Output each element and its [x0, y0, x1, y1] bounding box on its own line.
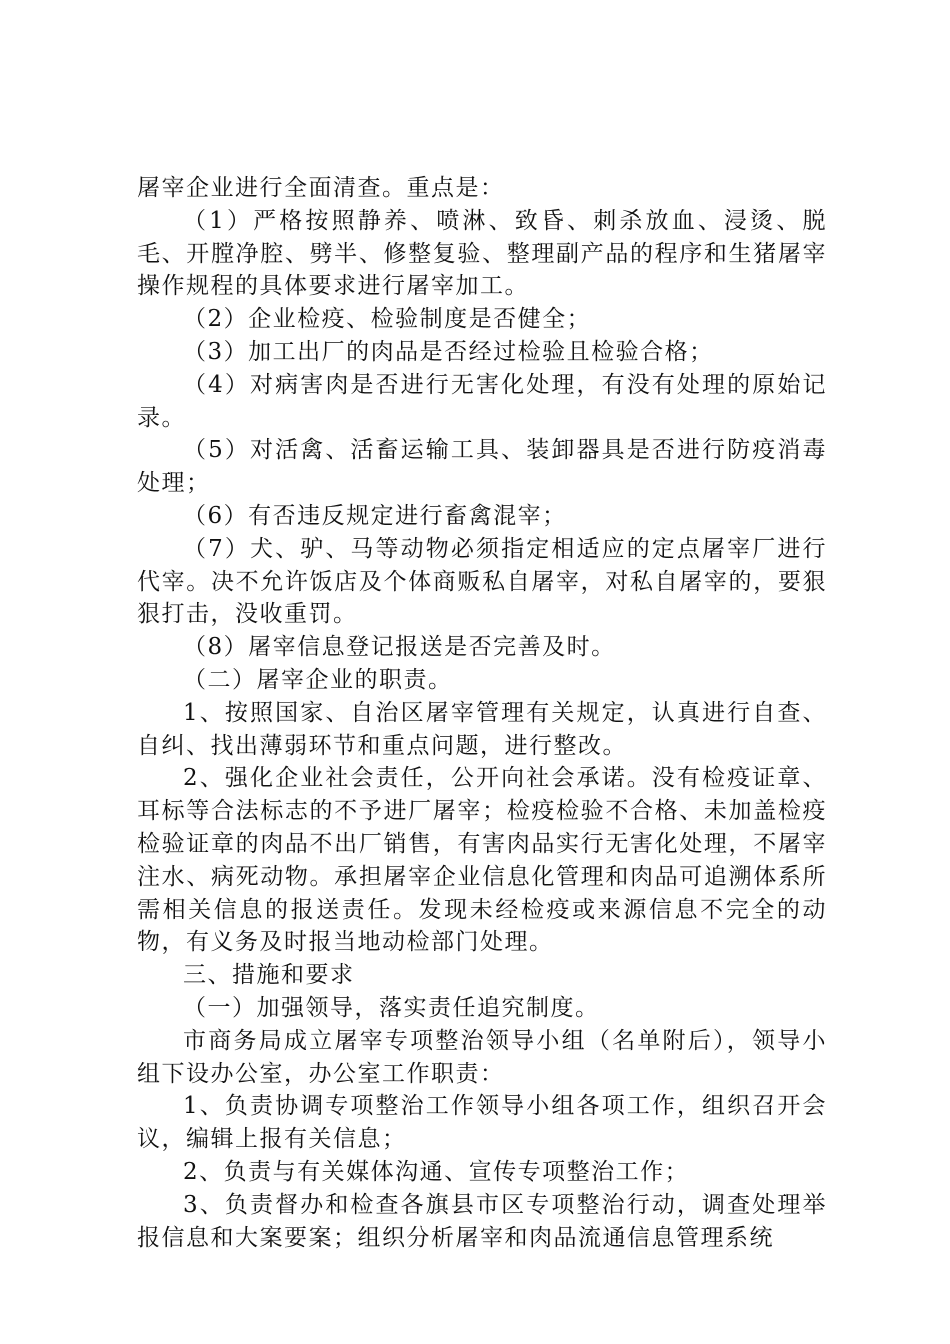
paragraph: （1）严格按照静养、喷淋、致昏、刺杀放血、浸烫、脱毛、开膛净腔、劈半、修整复验、整理副产品的程序和生猪屠宰操作规程的具体要求进行屠宰加工。	[137, 207, 827, 300]
paragraph: （3）加工出厂的肉品是否经过检验且检验合格；	[183, 338, 714, 365]
document-body	[137, 172, 827, 1254]
paragraph: （4）对病害肉是否进行无害化处理，有没有处理的原始记录。	[137, 371, 827, 431]
paragraph: 1、负责协调专项整治工作领导小组各项工作，组织召开会议，编辑上报有关信息；	[137, 1093, 827, 1153]
section-heading: 三、措施和要求	[183, 962, 355, 989]
paragraph: （6）有否违反规定进行畜禽混宰；	[183, 502, 567, 529]
paragraph: 市商务局成立屠宰专项整治领导小组（名单附后），领导小组下设办公室，办公室工作职责：	[137, 1027, 827, 1087]
paragraph: （5）对活禽、活畜运输工具、装卸器具是否进行防疫消毒处理；	[137, 437, 827, 497]
section-heading: （一）加强领导，落实责任追究制度。	[183, 994, 600, 1021]
paragraph: 3、负责督办和检查各旗县市区专项整治行动，调查处理举报信息和大案要案；组织分析屠宰和肉品流通信息管理系统	[137, 1191, 827, 1251]
paragraph: 1、按照国家、自治区屠宰管理有关规定，认真进行自查、自纠、找出薄弱环节和重点问题，进行整改。	[137, 699, 827, 759]
section-heading: （二）屠宰企业的职责。	[183, 666, 453, 693]
paragraph: 屠宰企业进行全面清查。重点是：	[137, 175, 505, 201]
paragraph: （2）企业检疫、检验制度是否健全；	[183, 306, 592, 333]
paragraph: 2、负责与有关媒体沟通、宣传专项整治工作；	[183, 1158, 690, 1185]
paragraph: （8）屠宰信息登记报送是否完善及时。	[183, 634, 616, 661]
paragraph: 2、强化企业社会责任，公开向社会承诺。没有检疫证章、耳标等合法标志的不予进厂屠宰；检疫检验不合格、未加盖检疫检验证章的肉品不出厂销售，有害肉品实行无害化处理，不屠宰注水、病死动物。承担屠宰企业信息化管理和肉品可追溯体系所需相关信息的报送责任。发现未经检疫或来源信息不完全的动物，有义务及时报当地动检部门处理。	[137, 765, 827, 956]
paragraph: （7）犬、驴、马等动物必须指定相适应的定点屠宰厂进行代宰。决不允许饭店及个体商贩私自屠宰，对私自屠宰的，要狠狠打击，没收重罚。	[137, 535, 827, 628]
